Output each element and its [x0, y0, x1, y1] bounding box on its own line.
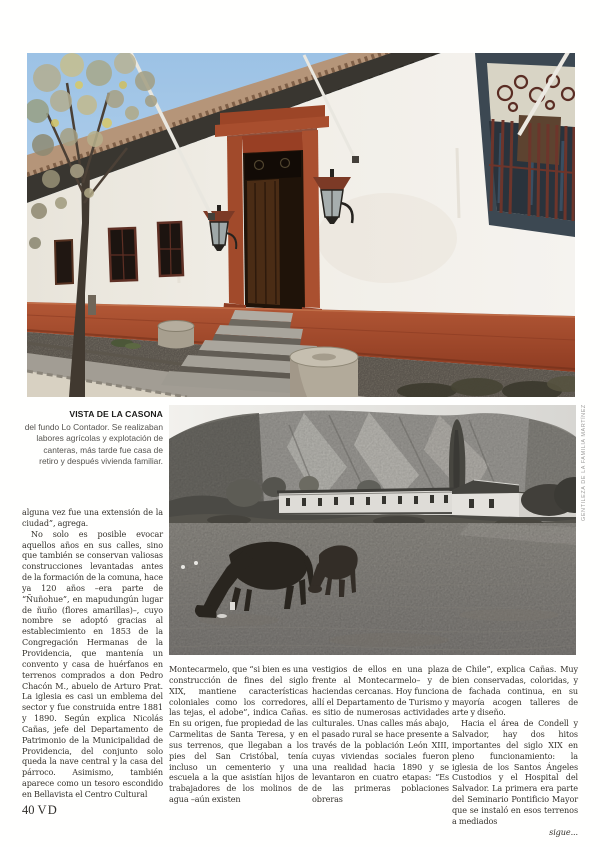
- article-paragraph: de Chile”, explica Cañas. Muy bien conservadas, coloridas, y de fachada continua, en su mayoría acogen talleres de arte y diseño.: [452, 664, 578, 718]
- magazine-logo: VD: [37, 803, 58, 817]
- casona-facade-photo: [27, 53, 575, 397]
- historic-bw-photo: [169, 405, 576, 655]
- photo-credit: GENTILEZA DE LA FAMILIA MARTÍNEZ: [581, 404, 587, 521]
- caption-body: del fundo Lo Contador. Se realizaban labores agrícolas y explotación de canteras, más tarde fue casa de retiro y después vivienda familiar.: [24, 422, 163, 466]
- page-footer: [22, 803, 58, 818]
- article-paragraph: No solo es posible evocar aquellos años en sus calles, sino que también se conservan valiosas construcciones levantadas antes de la formación de la comuna, hace ya 120 años –era parte de “Ñuñohue”, en mapudungún lugar de ñuño (flores amarillas)–, cuyo nombre se adoptó gracias al establecimiento en 1853 de la Congregación Hermanas de la Providencia, que mantenía un convento y casa de huérfanos en terrenos comprados a don Pedro Chacón M., abuelo de Arturo Prat. La iglesia es casi un emblema del sector y fue construida entre 1881 y 1890. Según explica Nicolás Cañas, jefe del Departamento de Patrimonio de la Municipalidad de Providencia, del conjunto solo queda la nave central y la casa del párroco. Asimismo, también aparece como un tesoro escondido en Bellavista el Centro Cultural: [22, 528, 163, 799]
- horse-white-sock: [230, 602, 235, 610]
- article-paragraph: vestigios de ellos en una plaza frente al Montecarmelo– y de haciendas cercanas. Hoy funciona allí el Departamento de Turismo y es sitio de numerosas actividades culturales. Unas calles más abajo, el pasado rural se hace presente a través de la población León XIII, cuyas viviendas sociales fueron una realidad hacia 1890 y se levantaron en cuatro etapas: “Es de las primeras poblaciones obreras: [312, 664, 449, 805]
- article-paragraph: Montecarmelo, que “si bien es una construcción de fines del siglo XIX, mantiene características coloniales como los corredores, las tejas, el adobe”, indica Cañas. En su origen, fue propiedad de las Carmelitas de Santa Teresa, y en sus terrenos, que llegaban a los pies del San Cristóbal, tenía incluso un cementerio y una escuela a la que asistían hijos de trabajadores de los molinos de agua –aún existen: [169, 664, 308, 805]
- article-paragraph: alguna vez fue una extensión de la ciudad”, agrega.: [22, 507, 163, 528]
- photo-caption: [22, 409, 163, 467]
- article-column-3: [312, 664, 449, 805]
- article-column-1: [22, 507, 163, 800]
- article-column-4: [452, 664, 578, 838]
- field-white-spot: [217, 614, 227, 618]
- continuation-marker: sigue...: [549, 826, 578, 837]
- caption-title: VISTA DE LA CASONA: [69, 409, 163, 419]
- page-number: 40: [22, 803, 35, 817]
- bw-field: [169, 523, 576, 655]
- article-column-2: [169, 664, 308, 805]
- grille-window: [475, 53, 575, 237]
- historic-bw-illustration: [169, 405, 576, 655]
- casona-facade-illustration: [27, 53, 575, 397]
- article-paragraph: Hacia el área de Condell y Salvador, hay dos hitos importantes del siglo XIX en pleno funcionamiento: la iglesia de los Santos Ángeles Custodios y el Hospital del Salvador. La primera era parte del Seminario Pontificio Mayor que se instaló en esos terrenos a mediados: [452, 718, 578, 826]
